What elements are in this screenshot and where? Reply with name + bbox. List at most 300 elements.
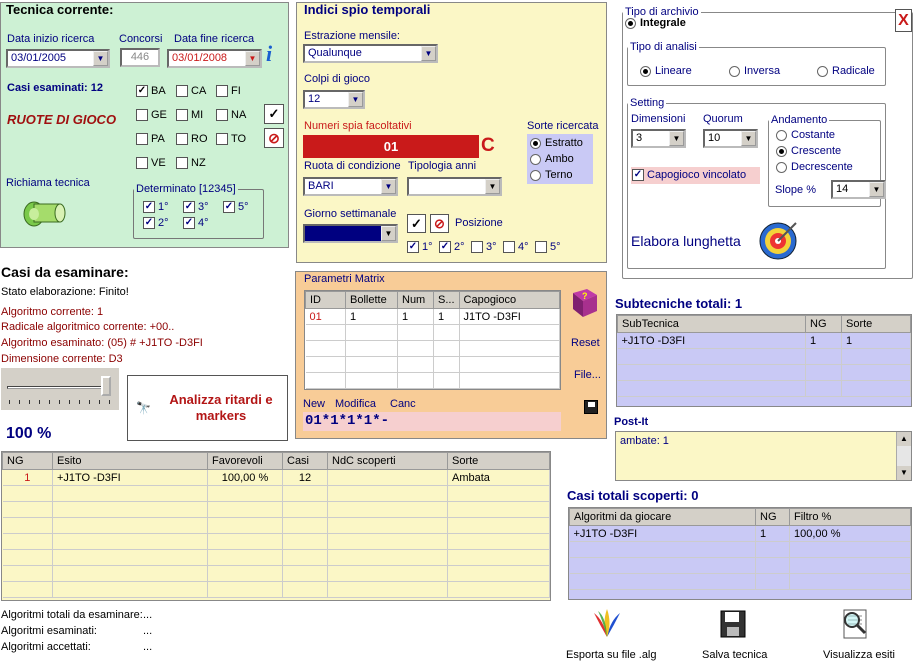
radio-dot[interactable]: [729, 66, 740, 77]
table-cell: [806, 349, 842, 365]
chevron-down-icon[interactable]: ▼: [669, 131, 684, 146]
estrazione-label: Estrazione mensile:: [304, 30, 400, 42]
chevron-down-icon[interactable]: ▼: [869, 182, 884, 197]
slider-thumb[interactable]: [101, 376, 111, 396]
ruota-checkbox-mi[interactable]: [176, 109, 203, 121]
clear-all-button[interactable]: ⊘: [264, 128, 284, 148]
dimensioni-label: Dimensioni: [631, 113, 686, 125]
table-cell: 01: [306, 309, 346, 325]
ruota-checkbox-ro[interactable]: [176, 133, 208, 145]
checkbox-box[interactable]: [216, 109, 228, 121]
matrix-formula: 01*1*1*1*-: [303, 412, 561, 431]
colpi-select[interactable]: [303, 90, 365, 109]
radio-dot[interactable]: [776, 146, 787, 157]
radio-andamento-decrescente[interactable]: [776, 161, 853, 173]
tecnica-title: Tecnica corrente:: [6, 2, 114, 17]
andamento-legend: Andamento: [771, 114, 828, 126]
table-cell: [283, 550, 328, 566]
table-cell: [3, 518, 53, 534]
ruota-label: VE: [151, 157, 166, 169]
table-cell: [3, 502, 53, 518]
tipologia-label: Tipologia anni: [408, 160, 477, 172]
canc-button[interactable]: Canc: [390, 398, 416, 410]
chevron-down-icon[interactable]: ▼: [381, 179, 396, 194]
richiama-tecnica-label: Richiama tecnica: [6, 177, 90, 189]
numeri-spia-field[interactable]: 01: [303, 135, 479, 158]
table-cell: [328, 518, 448, 534]
checkbox-box[interactable]: [176, 133, 188, 145]
radio-dot[interactable]: [817, 66, 828, 77]
table-cell: 1: [346, 309, 398, 325]
determinato-legend: Determinato [12345]: [136, 183, 236, 195]
table-cell: [448, 582, 550, 598]
algoritmi-esaminati-label: Algoritmi esaminati:: [1, 625, 97, 637]
checkbox-box[interactable]: ✓: [137, 85, 147, 96]
algoritmo-esaminato: Algoritmo esaminato: (05) # +J1TO -D3FI: [1, 337, 203, 349]
salva-icon[interactable]: [719, 609, 747, 639]
column-header[interactable]: Filtro %: [790, 509, 911, 526]
table-cell: [3, 534, 53, 550]
postit-scrollbar[interactable]: [896, 432, 911, 480]
casi-esaminati: Casi esaminati: 12: [7, 82, 103, 94]
quorum-select[interactable]: [703, 129, 758, 148]
scoperti-grid[interactable]: [568, 507, 912, 600]
table-cell: [208, 550, 283, 566]
ruota-label: MI: [191, 109, 204, 121]
help-book-icon[interactable]: [569, 287, 599, 319]
table-cell: [618, 349, 806, 365]
close-button[interactable]: X: [895, 9, 912, 32]
postit-title: Post-It: [614, 416, 649, 428]
checkbox-box[interactable]: ✓: [633, 169, 643, 180]
sorte-label: Estratto: [545, 137, 583, 149]
checkbox-box[interactable]: ✓: [184, 201, 194, 212]
column-header[interactable]: ID: [306, 292, 346, 309]
ruota-label: NA: [231, 109, 247, 121]
algoritmi-totali-label: Algoritmi totali da esaminare:: [1, 609, 143, 621]
quorum-value: 10: [708, 132, 721, 144]
data-fine-label: Data fine ricerca: [174, 33, 255, 45]
radio-sorte-estratto[interactable]: [530, 137, 583, 149]
capogioco-label: Capogioco vincolato: [647, 169, 747, 181]
ruota-select[interactable]: [303, 177, 398, 196]
save-icon-label: [588, 402, 595, 407]
ruota-label: NZ: [191, 157, 206, 169]
radicale-corrente: Radicale algoritmico corrente: +00..: [1, 321, 175, 333]
table-cell: [328, 486, 448, 502]
ruota-checkbox-fi[interactable]: [216, 85, 241, 97]
column-header[interactable]: NG: [806, 316, 842, 333]
table-cell: [434, 373, 460, 389]
chevron-down-icon[interactable]: ▼: [245, 51, 260, 66]
table-cell: 1: [398, 309, 434, 325]
posizione-label: 4°: [518, 241, 529, 253]
table-cell: [570, 558, 756, 574]
ruota-checkbox-ve[interactable]: [136, 157, 166, 169]
ruota-label: FI: [231, 85, 241, 97]
table-cell: [53, 486, 208, 502]
empty-row: [618, 381, 911, 397]
table-cell: [756, 542, 790, 558]
checkbox-box[interactable]: [176, 109, 188, 121]
posizione-label: 5°: [550, 241, 561, 253]
table-cell: [459, 341, 559, 357]
checkbox-box[interactable]: [176, 85, 188, 97]
table-cell: [208, 486, 283, 502]
chevron-down-icon[interactable]: ▼: [381, 226, 396, 241]
ruota-label: PA: [151, 133, 165, 145]
table-cell: [434, 325, 460, 341]
ruota-checkbox-ge[interactable]: [136, 109, 167, 121]
subtecniche-title: Subtecniche totali: 1: [615, 296, 743, 311]
table-cell: [806, 365, 842, 381]
ruota-label: GE: [151, 109, 167, 121]
salva-button[interactable]: Salva tecnica: [702, 649, 768, 661]
table-cell: [570, 574, 756, 590]
table-cell: 1: [842, 333, 911, 349]
table-cell: [790, 574, 911, 590]
posizione-checkbox-3[interactable]: [471, 241, 497, 253]
posizione-clear-button[interactable]: ⊘: [430, 214, 449, 233]
concorsi-field: [120, 48, 160, 67]
tipologia-select[interactable]: [407, 177, 502, 196]
table-cell: [283, 534, 328, 550]
column-header[interactable]: Num: [398, 292, 434, 309]
algoritmi-totali-value: ...: [143, 609, 153, 621]
giorno-select[interactable]: [303, 224, 398, 243]
table-cell: [756, 558, 790, 574]
postit-text: ambate: 1: [620, 435, 669, 447]
analisi-legend: Tipo di analisi: [630, 41, 697, 53]
empty-row: [3, 566, 550, 582]
analizza-button[interactable]: [127, 375, 288, 441]
ruota-checkbox-ca[interactable]: [176, 85, 206, 97]
determinato-checkbox-2[interactable]: [183, 201, 209, 213]
table-cell: [434, 357, 460, 373]
checkbox-box[interactable]: [176, 157, 188, 169]
determinato-checkbox-4[interactable]: [143, 217, 169, 229]
subtecniche-grid[interactable]: [616, 314, 912, 407]
table-cell: 12: [283, 470, 328, 486]
andamento-label: Crescente: [791, 145, 842, 157]
column-header[interactable]: NG: [756, 509, 790, 526]
checkbox-box[interactable]: [136, 157, 148, 169]
empty-row: [570, 574, 911, 590]
empty-row: [618, 349, 911, 365]
data-fine-select[interactable]: [167, 49, 262, 68]
algoritmi-accettati-value: ...: [143, 641, 153, 653]
determinato-label: 2°: [158, 217, 169, 229]
chevron-down-icon[interactable]: ▼: [421, 46, 436, 61]
numeri-spia-label: Numeri spia facoltativi: [304, 120, 412, 132]
table-cell: [306, 357, 346, 373]
column-header[interactable]: NdC scoperti: [328, 453, 448, 470]
analisi-group: [627, 41, 886, 86]
empty-row: [618, 365, 911, 381]
table-cell: [448, 566, 550, 582]
visualizza-button[interactable]: Visualizza esiti: [823, 649, 895, 661]
table-cell: [398, 341, 434, 357]
quorum-label: Quorum: [703, 113, 743, 125]
table-cell: [53, 534, 208, 550]
column-header[interactable]: S...: [434, 292, 460, 309]
progress-percent: 100 %: [6, 425, 52, 442]
chevron-down-icon[interactable]: ▼: [741, 131, 756, 146]
ruote-di-gioco-label: RUOTE DI GIOCO: [7, 112, 117, 127]
posizione-checkbox-5[interactable]: [535, 241, 561, 253]
column-header[interactable]: Capogioco: [459, 292, 559, 309]
table-cell: [3, 582, 53, 598]
table-cell: J1TO -D3FI: [459, 309, 559, 325]
table-cell: +J1TO -D3FI: [570, 526, 756, 542]
radio-integrale[interactable]: [625, 17, 686, 29]
empty-row: [306, 357, 560, 373]
table-cell: [346, 357, 398, 373]
table-cell: [208, 534, 283, 550]
visualizza-icon[interactable]: [838, 606, 872, 640]
postit-textarea[interactable]: [615, 431, 912, 481]
c-button[interactable]: C: [481, 135, 495, 156]
posizione-checkbox-2[interactable]: [439, 241, 465, 253]
checkbox-box[interactable]: ✓: [440, 241, 450, 252]
radio-dot[interactable]: [776, 162, 787, 173]
radio-sorte-terno[interactable]: [530, 169, 573, 181]
checkbox-box[interactable]: [216, 133, 228, 145]
radio-sorte-ambo[interactable]: [530, 153, 574, 165]
table-cell: [208, 518, 283, 534]
ruota-checkbox-pa[interactable]: [136, 133, 165, 145]
radio-andamento-crescente[interactable]: [776, 145, 841, 157]
modifica-button[interactable]: Modifica: [335, 398, 376, 410]
table-cell: [842, 365, 911, 381]
table-cell: [53, 566, 208, 582]
concorsi-label: Concorsi: [119, 33, 163, 45]
ruota-condizione-label: Ruota di condizione: [304, 160, 401, 172]
empty-row: [3, 550, 550, 566]
table-cell: [618, 365, 806, 381]
determinato-label: 5°: [238, 201, 249, 213]
ruota-checkbox-ba[interactable]: [136, 85, 166, 97]
radio-analisi-radicale[interactable]: [817, 65, 875, 77]
andamento-label: Costante: [791, 129, 836, 141]
checkbox-box[interactable]: ✓: [408, 241, 418, 252]
slider-track: [7, 386, 111, 389]
matrix-title: Parametri Matrix: [304, 273, 385, 285]
column-header[interactable]: Esito: [53, 453, 208, 470]
file-button[interactable]: File...: [574, 369, 601, 381]
ruota-checkbox-na[interactable]: [216, 109, 246, 121]
data-fine-value: 03/01/2008: [172, 52, 228, 64]
slope-select[interactable]: [831, 180, 886, 199]
table-cell: [398, 325, 434, 341]
analizza-label: Analizza ritardi e markers: [169, 392, 273, 423]
table-cell: [756, 574, 790, 590]
table-cell: [448, 502, 550, 518]
column-header[interactable]: SubTecnica: [618, 316, 806, 333]
ruota-checkbox-nz[interactable]: [176, 157, 206, 169]
table-cell: [53, 582, 208, 598]
checkbox-box[interactable]: ✓: [144, 201, 154, 212]
scroll-down-icon[interactable]: ▼: [897, 466, 911, 480]
determinato-checkbox-3[interactable]: [223, 201, 249, 213]
column-header[interactable]: Favorevoli: [208, 453, 283, 470]
radio-dot[interactable]: [625, 18, 636, 29]
table-cell: 1: [434, 309, 460, 325]
table-cell: +J1TO -D3FI: [53, 470, 208, 486]
empty-row: [306, 325, 560, 341]
table-cell: 100,00 %: [790, 526, 911, 542]
checkbox-box[interactable]: [535, 241, 547, 253]
posizione-label: Posizione: [455, 217, 503, 229]
checkbox-box[interactable]: ✓: [144, 217, 154, 228]
radio-dot[interactable]: [530, 154, 541, 165]
table-cell: [3, 566, 53, 582]
ruota-value: BARI: [308, 180, 334, 192]
table-row[interactable]: [306, 309, 560, 325]
checkbox-box[interactable]: [471, 241, 483, 253]
casi-esaminare-title: Casi da esaminare:: [1, 264, 129, 280]
table-cell: [790, 542, 911, 558]
table-cell: [283, 518, 328, 534]
integrale-label: Integrale: [640, 17, 686, 29]
table-cell: [328, 502, 448, 518]
spio-title: Indici spio temporali: [304, 2, 431, 17]
table-row[interactable]: [618, 333, 911, 349]
table-cell: [53, 550, 208, 566]
radio-dot[interactable]: [776, 130, 787, 141]
target-icon[interactable]: [758, 218, 798, 264]
table-cell: [328, 470, 448, 486]
chevron-down-icon[interactable]: ▼: [348, 92, 363, 107]
table-cell: [618, 381, 806, 397]
ruota-label: RO: [191, 133, 208, 145]
richiama-tecnica-icon[interactable]: [22, 194, 68, 230]
speed-slider[interactable]: [1, 368, 119, 410]
table-cell: [283, 566, 328, 582]
empty-row: [3, 502, 550, 518]
estrazione-value: Qualunque: [308, 47, 362, 59]
table-cell: [53, 518, 208, 534]
andamento-label: Decrescente: [791, 161, 853, 173]
table-cell: 1: [806, 333, 842, 349]
posizione-check-button[interactable]: ✓: [407, 214, 426, 233]
table-cell: [790, 558, 911, 574]
checkbox-box[interactable]: [503, 241, 515, 253]
table-row[interactable]: [570, 526, 911, 542]
check-all-button[interactable]: ✓: [264, 104, 284, 124]
posizione-label: 3°: [486, 241, 497, 253]
table-cell: [842, 349, 911, 365]
table-cell: [398, 357, 434, 373]
column-header[interactable]: Sorte: [842, 316, 911, 333]
determinato-label: 4°: [198, 217, 209, 229]
esporta-button[interactable]: Esporta su file .alg: [566, 649, 657, 661]
empty-row: [570, 558, 911, 574]
binoculars-icon: 🔭: [136, 401, 151, 415]
table-cell: [448, 486, 550, 502]
column-header[interactable]: Sorte: [448, 453, 550, 470]
empty-row: [306, 373, 560, 389]
table-row[interactable]: [3, 470, 550, 486]
radio-analisi-lineare[interactable]: [640, 65, 692, 77]
sorte-label: Terno: [545, 169, 573, 181]
table-cell: 100,00 %: [208, 470, 283, 486]
dimensioni-select[interactable]: [631, 129, 686, 148]
column-header[interactable]: Bollette: [346, 292, 398, 309]
determinato-checkbox-1[interactable]: [143, 201, 169, 213]
giorno-label: Giorno settimanale: [304, 208, 397, 220]
table-cell: [328, 582, 448, 598]
column-header[interactable]: Casi: [283, 453, 328, 470]
table-cell: [53, 502, 208, 518]
posizione-checkbox-1[interactable]: [407, 241, 433, 253]
capogioco-checkbox[interactable]: [632, 169, 746, 181]
new-button[interactable]: New: [303, 398, 326, 410]
ruota-checkbox-to[interactable]: [216, 133, 246, 145]
ruota-label: BA: [151, 85, 166, 97]
slider-ticks: [9, 400, 113, 404]
data-inizio-select[interactable]: [6, 49, 110, 68]
table-cell: [283, 486, 328, 502]
ruota-label: CA: [191, 85, 207, 97]
ruota-label: TO: [231, 133, 247, 145]
table-cell: [434, 341, 460, 357]
table-cell: [346, 373, 398, 389]
chevron-down-icon[interactable]: ▼: [93, 51, 108, 66]
algoritmo-corrente: Algoritmo corrente: 1: [1, 306, 104, 318]
estrazione-select[interactable]: [303, 44, 438, 63]
colpi-value: 12: [308, 93, 321, 105]
table-cell: [459, 373, 559, 389]
posizione-checkbox-4[interactable]: [503, 241, 529, 253]
column-header[interactable]: Algoritmi da giocare: [570, 509, 756, 526]
determinato-checkbox-5[interactable]: [183, 217, 209, 229]
checkbox-box[interactable]: ✓: [184, 217, 194, 228]
table-cell: [570, 542, 756, 558]
table-cell: 1: [756, 526, 790, 542]
reset-button[interactable]: Reset: [571, 337, 600, 349]
save-icon[interactable]: [584, 400, 598, 414]
checkbox-box[interactable]: ✓: [224, 201, 234, 212]
scroll-up-icon[interactable]: ▲: [897, 432, 911, 446]
radio-andamento-costante[interactable]: [776, 129, 835, 141]
matrix-grid[interactable]: [304, 290, 561, 390]
radio-dot[interactable]: [530, 138, 541, 149]
radio-dot[interactable]: [640, 66, 651, 77]
table-cell: [328, 534, 448, 550]
checkbox-box[interactable]: [136, 109, 148, 121]
posizione-label: 2°: [454, 241, 465, 253]
data-inizio-value: 03/01/2005: [11, 52, 67, 64]
esporta-icon[interactable]: [590, 607, 624, 641]
elabora-lunghetta-label: Elabora lunghetta: [631, 233, 741, 249]
checkbox-box[interactable]: [136, 133, 148, 145]
concorsi-value: 446: [130, 51, 150, 63]
empty-row: [306, 341, 560, 357]
table-cell: [448, 534, 550, 550]
chevron-down-icon[interactable]: ▼: [485, 179, 500, 194]
info-icon[interactable]: i: [266, 41, 273, 66]
archivio-legend: Tipo di archivio: [625, 6, 699, 18]
table-cell: [346, 341, 398, 357]
esiti-grid[interactable]: [1, 451, 551, 601]
radio-analisi-inversa[interactable]: [729, 65, 780, 77]
checkbox-box[interactable]: [216, 85, 228, 97]
table-cell: [208, 582, 283, 598]
column-header[interactable]: NG: [3, 453, 53, 470]
radio-dot[interactable]: [530, 170, 541, 181]
table-cell: [306, 373, 346, 389]
